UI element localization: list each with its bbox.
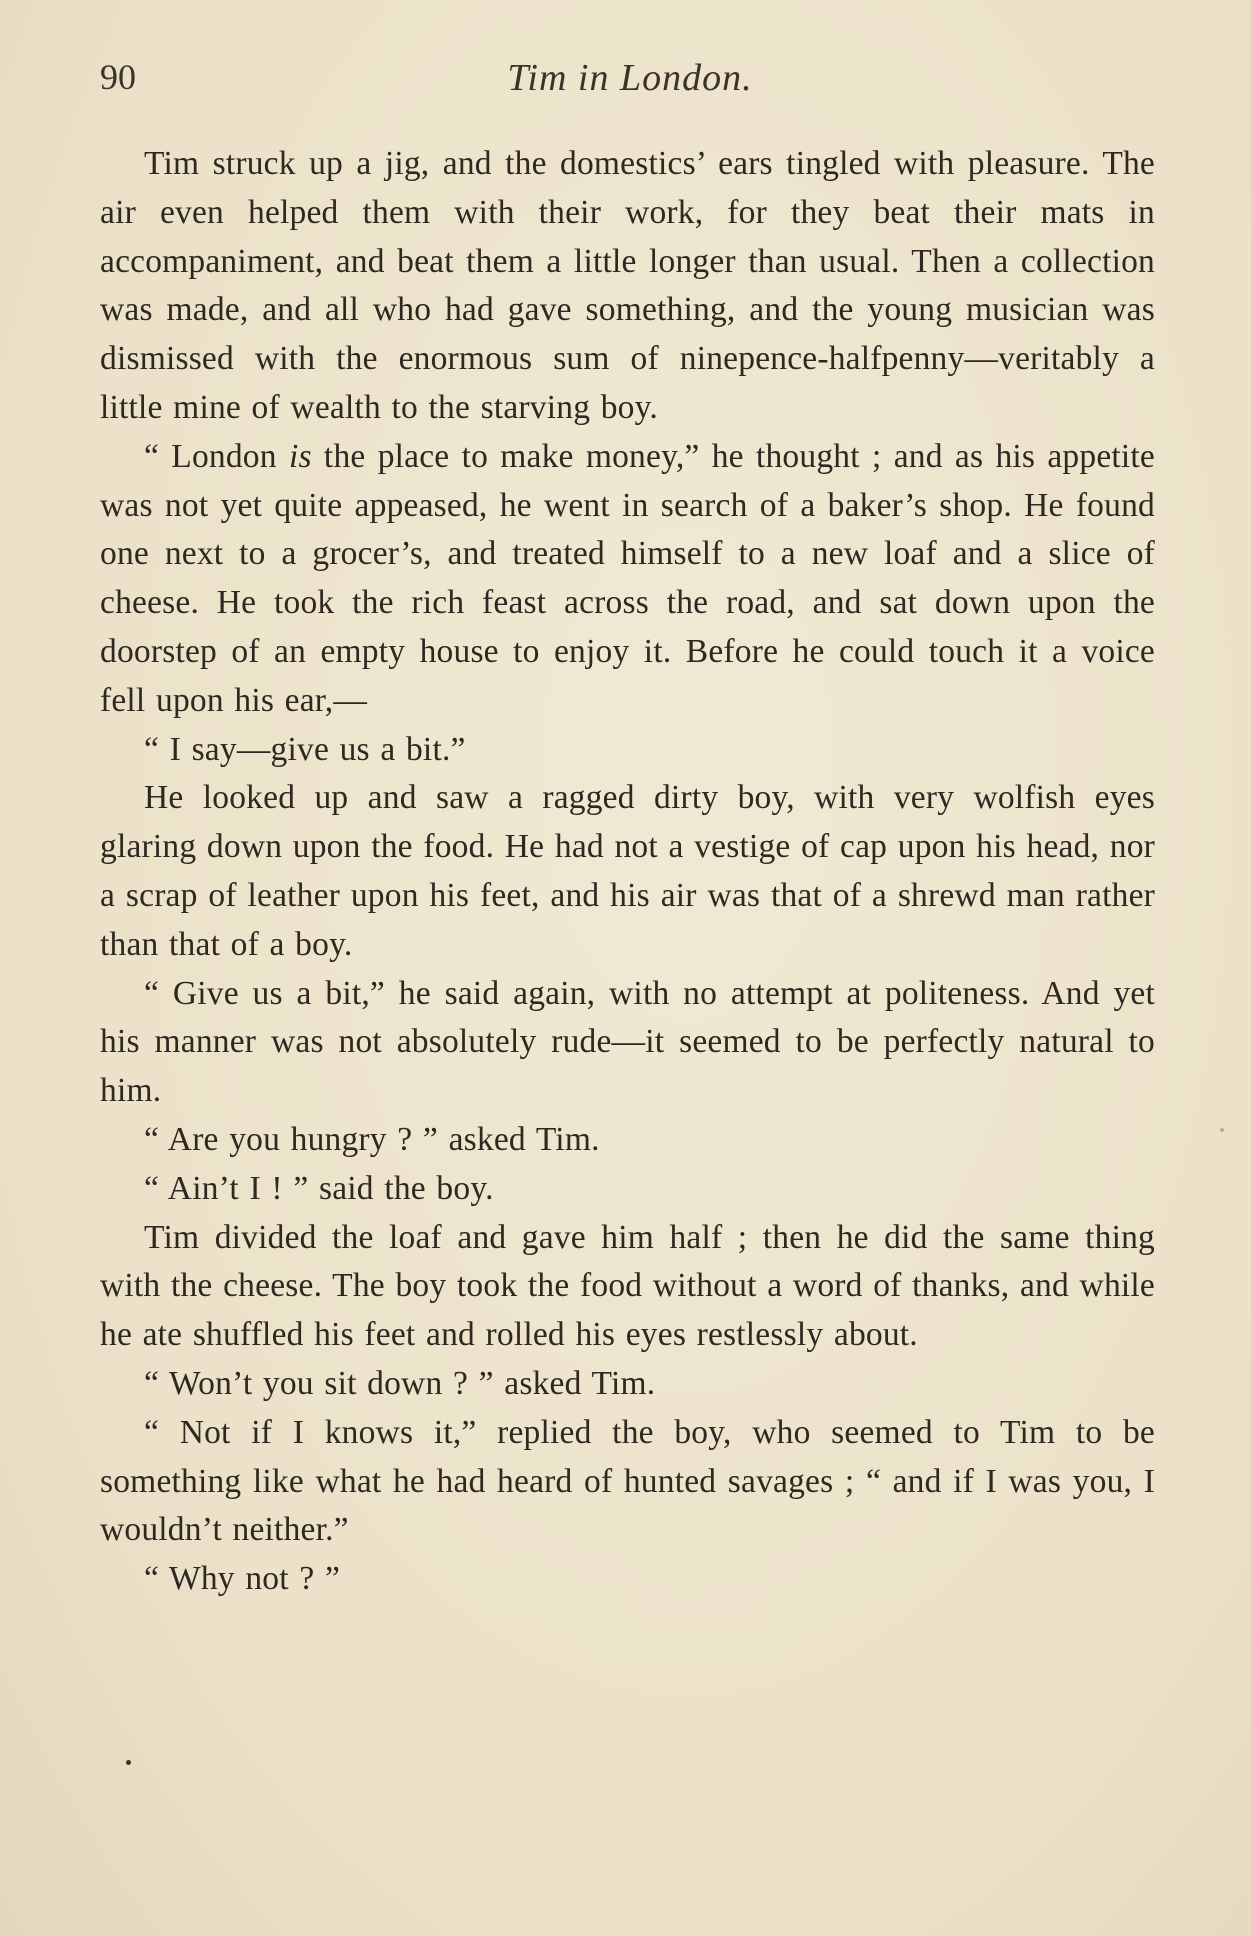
paragraph: “ I say—give us a bit.” <box>144 730 466 768</box>
paragraph: “ Won’t you sit down ? ” asked Tim. <box>144 1364 656 1402</box>
paragraph: “ Give us a bit,” he said again, with no attempt at politeness. And yet his manner was not absolutely rude—it seemed to be perfectly natural to him. <box>100 974 1155 1110</box>
paragraph: “ Ain’t I ! ” said the boy. <box>144 1169 494 1207</box>
paragraph: Tim struck up a jig, and the domestics’ ears tingled with pleasure. The air even helped them with their work, for they beat their mats in accompaniment, and beat them a little longer than usual. Then a collection was made, and all who had gave something, and the young musician was dismissed with the enormous sum of ninepence-halfpenny—veritably a little mine of wealth to the starving boy. <box>100 145 1155 426</box>
paragraph: “ Not if I knows it,” replied the boy, who seemed to Tim to be something like what he had heard of hunted savages ; “ and if I was you, I wouldn’t neither.” <box>100 1413 1155 1549</box>
emphasis: is <box>288 437 312 475</box>
page-number: 90 <box>100 57 136 97</box>
paragraph: “ London is the place to make money,” he thought ; and as his appetite was not yet quite appeased, he went in search of a baker’s shop. He found one next to a grocer’s, and treated himself to a new loaf and a slice of cheese. He took the rich feast across the road, and sat down upon the doorstep of an empty house to enjoy it. Before he could touch it a voice fell upon his ear,— <box>100 437 1155 719</box>
body-text <box>100 140 1155 1604</box>
paragraph: Tim divided the loaf and gave him half ; then he did the same thing with the cheese. The boy took the food without a word of thanks, and while he ate shuffled his feet and rolled his eyes restlessly about. <box>100 1218 1155 1354</box>
page-header <box>100 50 1160 100</box>
paragraph: “ Are you hungry ? ” asked Tim. <box>144 1120 600 1158</box>
ink-speck <box>126 1760 131 1765</box>
paragraph: He looked up and saw a ragged dirty boy, with very wolfish eyes glaring down upon the food. He had not a vestige of cap upon his head, nor a scrap of leather upon his feet, and his air was that of a shrewd man rather than that of a boy. <box>100 779 1155 963</box>
ink-speck <box>1220 1128 1224 1132</box>
paragraph: “ Why not ? ” <box>144 1560 341 1598</box>
running-title: Tim in London. <box>507 57 753 99</box>
